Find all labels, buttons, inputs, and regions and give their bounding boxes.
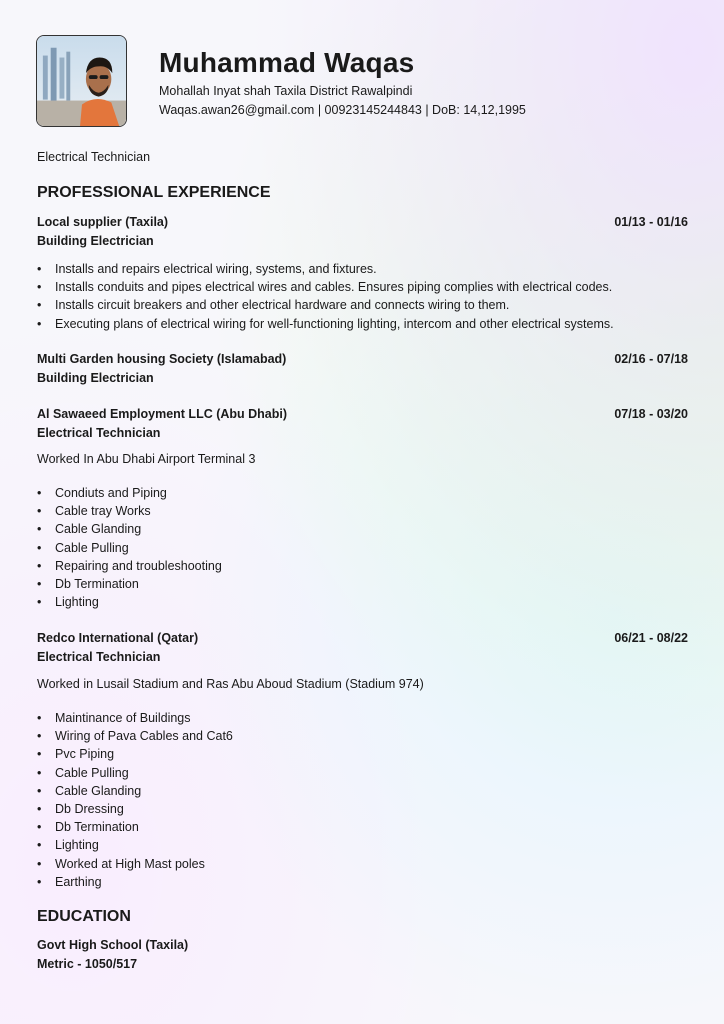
list-item: • Condiuts and Piping — [37, 484, 222, 502]
job-dates: 02/16 - 07/18 — [614, 352, 688, 366]
list-item: • Db Termination — [37, 575, 222, 593]
list-item: • Cable Pulling — [37, 764, 233, 782]
job-header — [37, 631, 688, 645]
list-item: • Maintinance of Buildings — [37, 709, 233, 727]
job-summary: Worked In Abu Dhabi Airport Terminal 3 — [37, 452, 256, 466]
list-item: • Repairing and troubleshooting — [37, 557, 222, 575]
list-item: • Installs circuit breakers and other electrical hardware and connects wiring to them. — [37, 296, 614, 314]
section-heading-experience: PROFESSIONAL EXPERIENCE — [37, 184, 271, 201]
job-duties-list — [37, 484, 222, 611]
list-item: • Earthing — [37, 873, 233, 891]
job-company: Al Sawaeed Employment LLC (Abu Dhabi) — [37, 407, 288, 421]
job-role: Electrical Technician — [37, 426, 161, 440]
job-company: Multi Garden housing Society (Islamabad) — [37, 352, 287, 366]
list-item: • Lighting — [37, 593, 222, 611]
list-item: • Db Termination — [37, 818, 233, 836]
job-duties-list — [37, 709, 233, 891]
list-item: • Worked at High Mast poles — [37, 855, 233, 873]
list-item: • Installs and repairs electrical wiring, systems, and fixtures. — [37, 260, 614, 278]
job-role: Electrical Technician — [37, 650, 161, 664]
education-result: Metric - 1050/517 — [37, 957, 138, 971]
list-item: • Installs conduits and pipes electrical wires and cables. Ensures piping complies with electrical codes. — [37, 278, 614, 296]
profile-photo — [36, 35, 127, 127]
contact-info: Waqas.awan26@gmail.com | 00923145244843 | DoB: 14,12,1995 — [159, 103, 526, 117]
list-item: • Wiring of Pava Cables and Cat6 — [37, 727, 233, 745]
job-dates: 06/21 - 08/22 — [614, 631, 688, 645]
job-summary: Worked in Lusail Stadium and Ras Abu Aboud Stadium (Stadium 974) — [37, 677, 424, 691]
job-company: Local supplier (Taxila) — [37, 215, 169, 229]
job-header — [37, 352, 688, 366]
list-item: • Cable Glanding — [37, 782, 233, 800]
list-item: • Pvc Piping — [37, 745, 233, 763]
job-role: Building Electrician — [37, 234, 154, 248]
headline: Electrical Technician — [37, 150, 151, 164]
job-dates: 01/13 - 01/16 — [614, 215, 688, 229]
list-item: • Cable Glanding — [37, 520, 222, 538]
list-item: • Lighting — [37, 836, 233, 854]
list-item: • Executing plans of electrical wiring for well-functioning lighting, intercom and other electrical systems. — [37, 315, 614, 333]
job-dates: 07/18 - 03/20 — [614, 407, 688, 421]
job-company: Redco International (Qatar) — [37, 631, 199, 645]
job-header — [37, 215, 688, 229]
job-header — [37, 407, 688, 421]
list-item: • Db Dressing — [37, 800, 233, 818]
section-heading-education: EDUCATION — [37, 908, 131, 925]
education-school: Govt High School (Taxila) — [37, 938, 189, 952]
list-item: • Cable tray Works — [37, 502, 222, 520]
candidate-name: Muhammad Waqas — [159, 47, 415, 78]
address: Mohallah Inyat shah Taxila District Rawalpindi — [159, 84, 413, 98]
job-role: Building Electrician — [37, 371, 154, 385]
list-item: • Cable Pulling — [37, 539, 222, 557]
job-duties-list — [37, 260, 614, 333]
